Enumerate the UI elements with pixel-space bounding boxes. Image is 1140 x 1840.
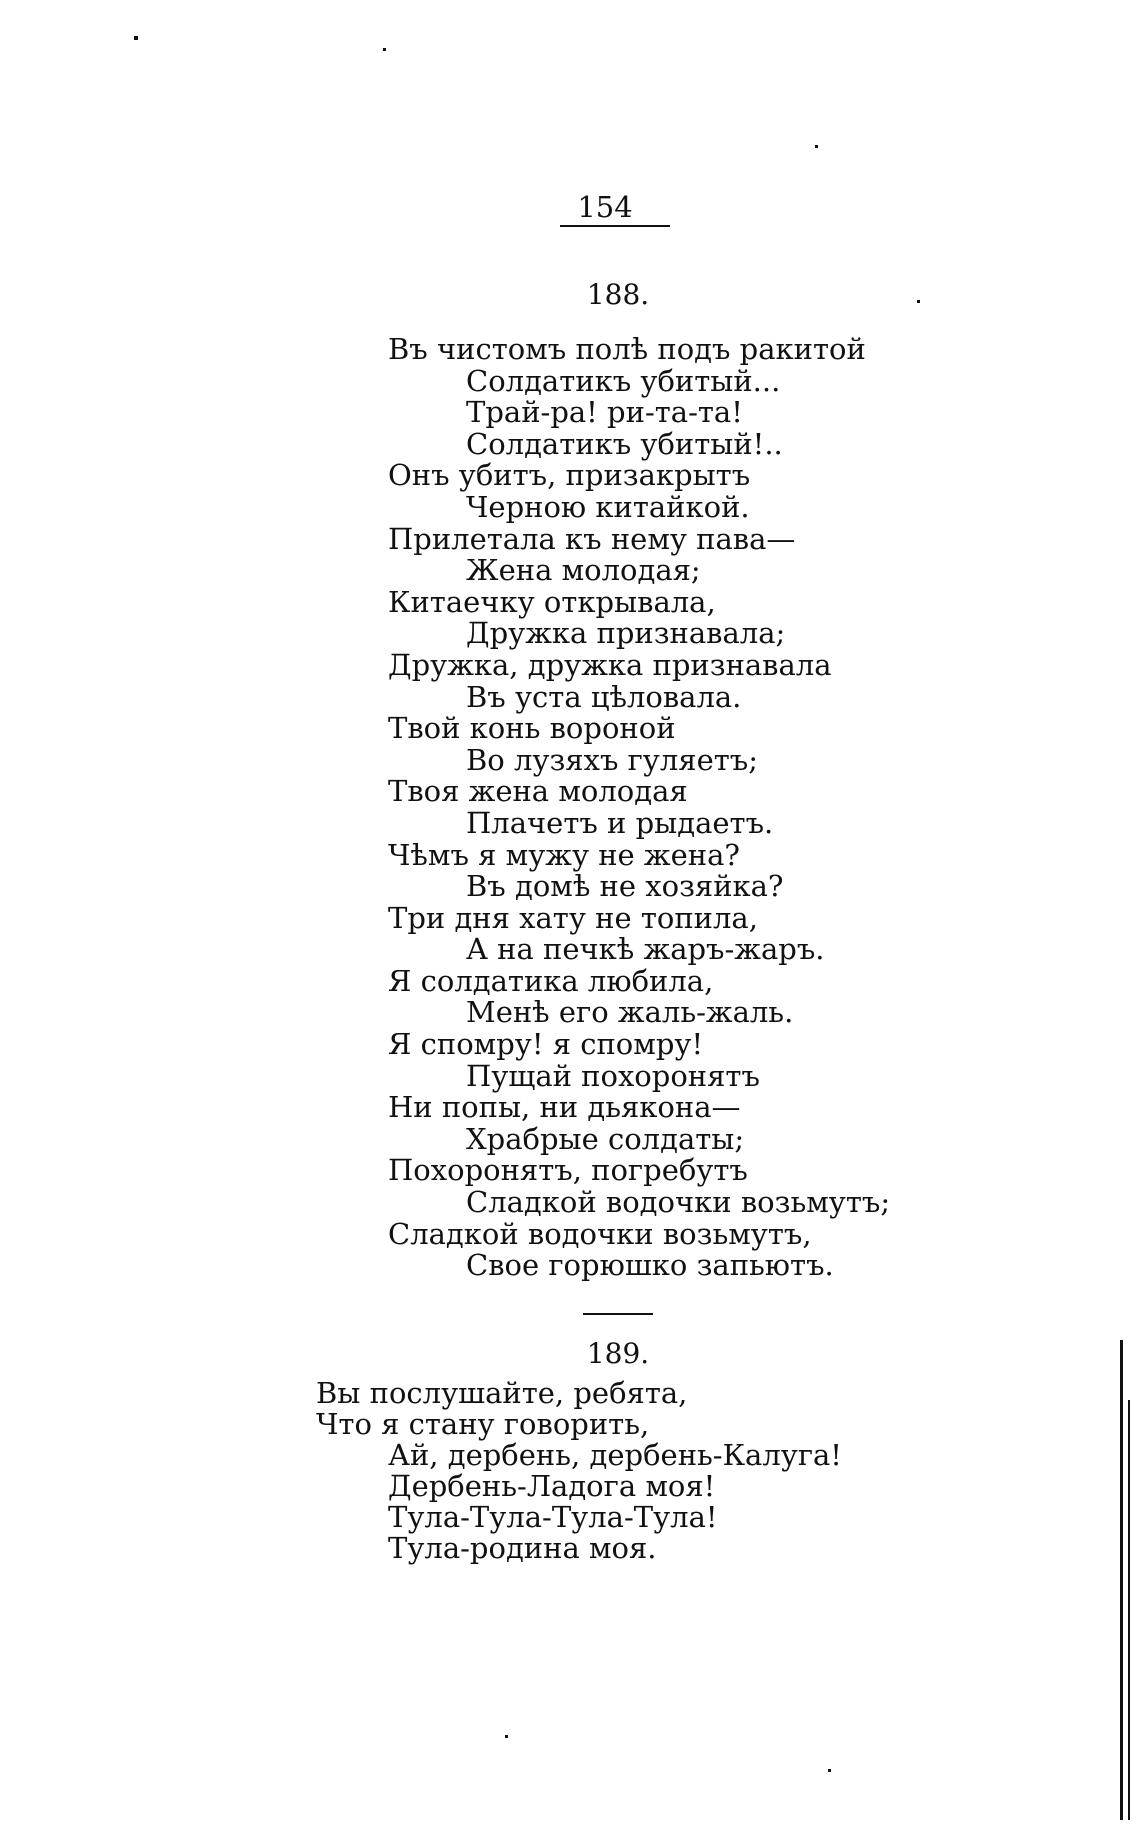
poem-line: Прилетала къ нему пава— [388,521,796,556]
poem-line: Свое горюшко запьютъ. [466,1248,834,1283]
poem-line: Жена молодая; [466,553,701,588]
poem-line: Менѣ его жаль-жаль. [466,995,794,1030]
poem-line: Дербень-Ладога моя! [388,1469,716,1503]
scan-speck [917,300,920,303]
poem-line: Дружка признавала; [466,616,786,651]
poem-line: Во лузяхъ гуляетъ; [466,742,759,777]
section-separator [583,1313,653,1315]
scan-speck [815,145,818,148]
poem-line: Онъ убитъ, призакрытъ [388,458,751,493]
poem-line: Я спомру! я спомру! [388,1027,704,1062]
poem-line: А на печкѣ жаръ-жаръ. [466,932,825,967]
poem-line: Тула-родина моя. [388,1531,657,1565]
poem-line: Твоя жена молодая [388,774,688,809]
poem-line: Въ уста цѣловала. [466,679,742,714]
poem-line: Пущай похоронятъ [466,1058,760,1093]
poem-line: Похоронятъ, погребутъ [388,1153,748,1188]
poem-number-189: 189. [586,1337,650,1370]
page-number: 154 [577,190,633,224]
poem-line: Въ чистомъ полѣ подъ ракитой [388,332,866,366]
poem-line: Что я стану говорить, [316,1407,650,1441]
poem-line: Солдатикъ убитый... [466,363,781,398]
poem-189 [316,1378,842,1564]
poem-line: Ни попы, ни дьякона— [388,1090,741,1125]
poem-line: Черною китайкой. [466,489,750,524]
scan-speck [828,1769,831,1772]
poem-line: Ай, дербень, дербень-Калуга! [388,1438,842,1472]
poem-line: Сладкой водочки возьмутъ; [466,1185,891,1220]
scan-speck [505,1735,508,1738]
scan-edge-mark [1120,1340,1123,1820]
poem-line: Трай-ра! ри-та-та! [466,395,743,430]
scan-speck [383,48,386,51]
poem-188 [388,334,890,1282]
poem-line: Дружка, дружка признавала [388,647,832,682]
poem-line: Твой конь вороной [388,711,676,746]
poem-line: Солдатикъ убитый!.. [466,426,783,461]
scan-edge-mark [1128,1400,1130,1820]
poem-line: Чѣмъ я мужу не жена? [388,837,740,872]
poem-number-188: 188. [586,278,650,311]
poem-line: Сладкой водочки возьмутъ, [388,1216,812,1251]
poem-line: Вы послушайте, ребята, [316,1376,688,1410]
poem-line: Плачетъ и рыдаетъ. [466,805,774,840]
poem-line: Три дня хату не топила, [388,900,758,935]
poem-line: Китаечку открывала, [388,584,716,619]
poem-line: Я солдатика любила, [388,963,714,998]
page-number-rule [560,225,670,227]
poem-line: Храбрые солдаты; [466,1121,745,1156]
poem-line: Тула-Тула-Тула-Тула! [388,1500,718,1534]
scan-speck [134,36,138,40]
poem-line: Въ домѣ не хозяйка? [466,869,784,904]
